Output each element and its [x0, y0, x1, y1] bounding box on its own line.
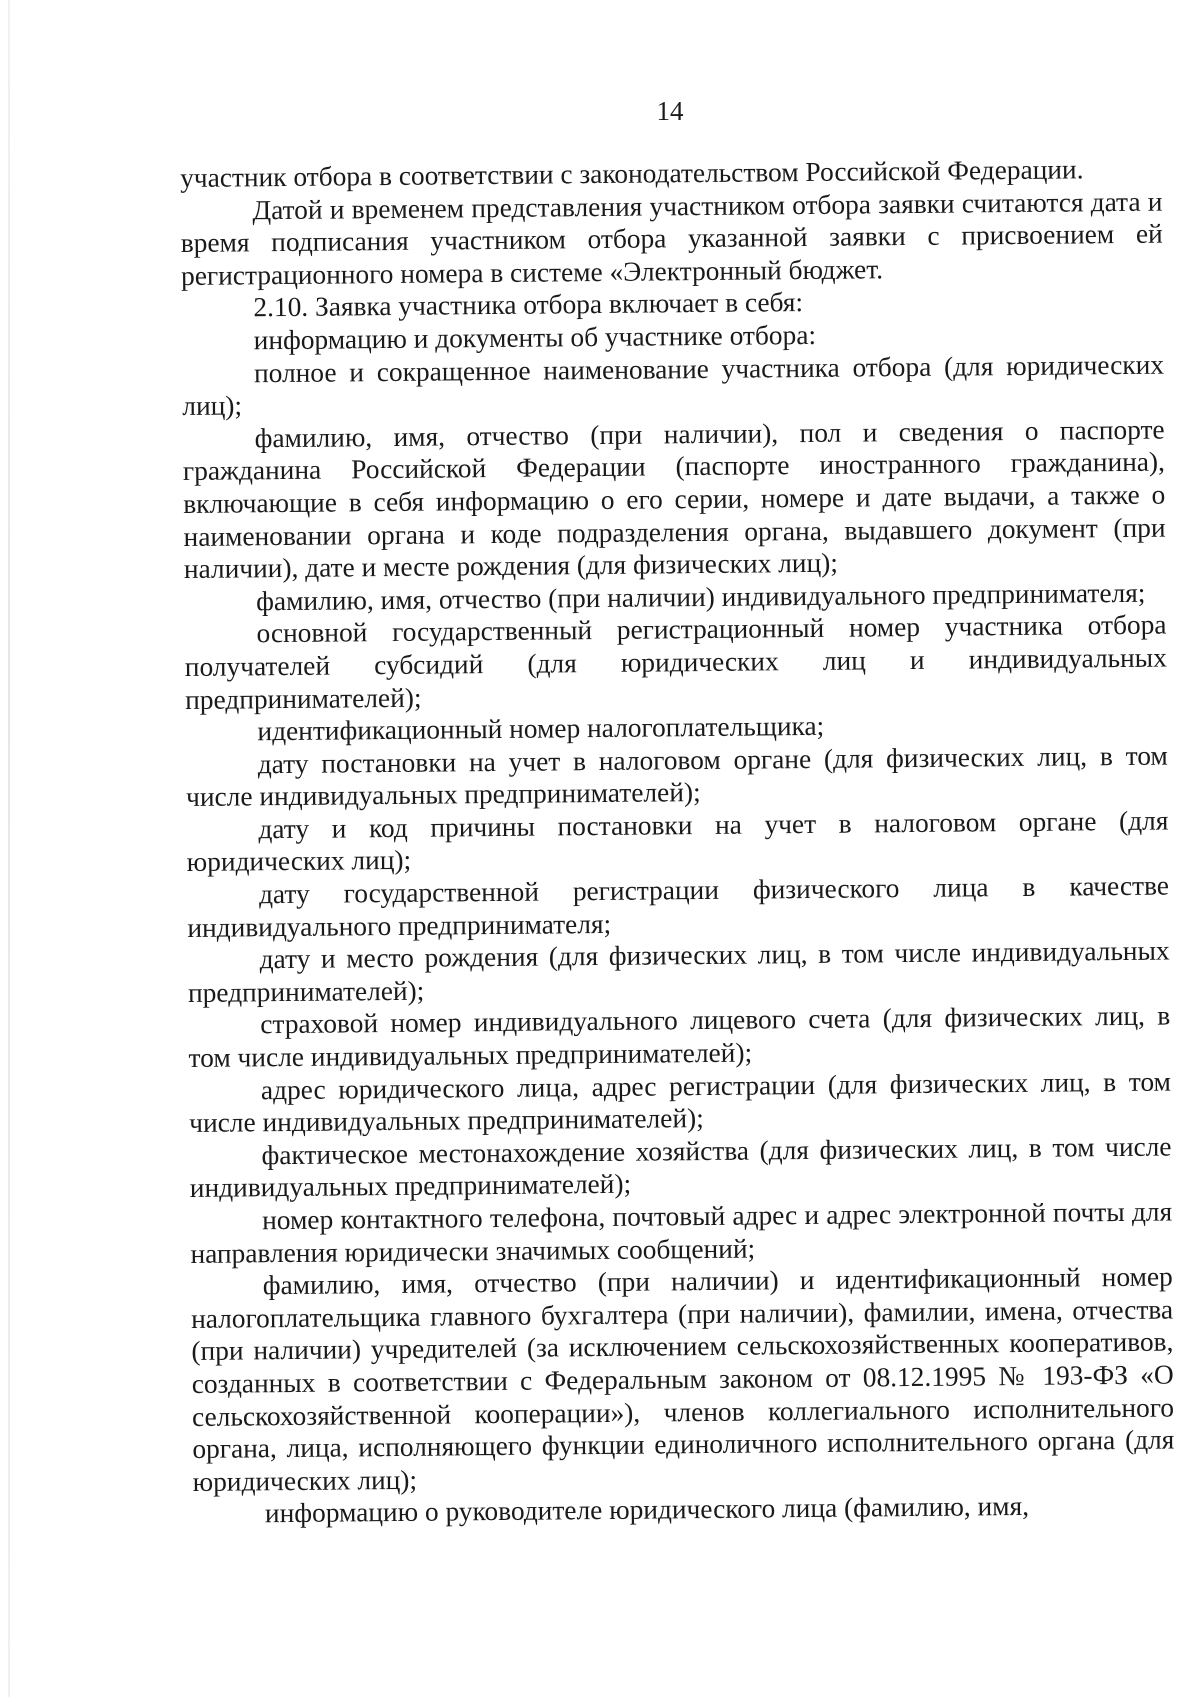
- paragraph: фактическое местонахождение хозяйства (для физических лиц, в том числе индивидуальных предпринимателей);: [189, 1131, 1172, 1204]
- paragraph: фамилию, имя, отчество (при наличии), пол и сведения о паспорте гражданина Российской Федерации (паспорте иностранного гражданина), включающие в себя информацию о его серии, номере и дате выдачи, а также о наименовании органа и коде подразделения органа, выдавшего документ (при наличии), дате и месте рождения (для физических лиц);: [182, 414, 1166, 585]
- scan-edge: [8, 0, 10, 1697]
- paragraph: дату и код причины постановки на учет в налоговом органе (для юридических лиц);: [186, 805, 1169, 878]
- paragraph: дату государственной регистрации физического лица в качестве индивидуального предпринимателя;: [187, 870, 1170, 943]
- paragraph: дату и место рождения (для физических лиц, в том числе индивидуальных предпринимателей);: [187, 935, 1170, 1008]
- paragraph: 2.10. Заявка участника отбора включает в себя:: [253, 287, 804, 323]
- paragraph: Датой и временем представления участником отбора заявки считаются дата и время подписания участником отбора указанной заявки с присвоением ей регистрационного номера в системе «Электронный бюджет.: [180, 186, 1163, 291]
- paragraph: информацию о руководителе юридического лица (фамилию, имя,: [264, 1491, 1030, 1529]
- paragraph: информацию и документы об участнике отбора:: [253, 319, 817, 356]
- paragraph: фамилию, имя, отчество (при наличии) и идентификационный номер налогоплательщика главного бухгалтера (при наличии), фамилии, имена, отчества (при наличии) учредителей (за исключением сельскохозяйственных кооперативов, созданных в соответствии с Федеральным законом от 08.12.1995 № 193-ФЗ «О сельскохозяйственной кооперации»), членов коллегиального исполнительного органа, лица, исполняющего функции единоличного исполнительного органа (для юридических лиц);: [190, 1261, 1175, 1497]
- page-number: 14: [656, 96, 684, 126]
- paragraph: полное и сокращенное наименование участника отбора (для юридических лиц);: [182, 349, 1165, 422]
- paragraph: основной государственный регистрационный номер участника отбора получателей субсидий (для юридических лиц и индивидуальных предпринимателей);: [184, 609, 1167, 715]
- paragraph: фамилию, имя, отчество (при наличии) индивидуального предпринимателя;: [256, 577, 1146, 617]
- paragraph: номер контактного телефона, почтовый адрес и адрес электронной почты для направления юридически значимых сообщений;: [190, 1196, 1173, 1269]
- paragraph: страховой номер индивидуального лицевого счета (для физических лиц, в том числе индивидуальных предпринимателей);: [188, 1000, 1171, 1073]
- paragraph: участник отбора в соответствии с законодательством Российской Федерации.: [180, 154, 1084, 193]
- paragraph: адрес юридического лица, адрес регистрации (для физических лиц, в том числе индивидуальных предпринимателей);: [189, 1066, 1172, 1139]
- paragraph: дату постановки на учет в налоговом органе (для физических лиц, в том числе индивидуальных предпринимателей);: [185, 740, 1168, 813]
- document-body: [180, 153, 1175, 1531]
- paragraph: идентификационный номер налогоплательщика;: [257, 710, 825, 747]
